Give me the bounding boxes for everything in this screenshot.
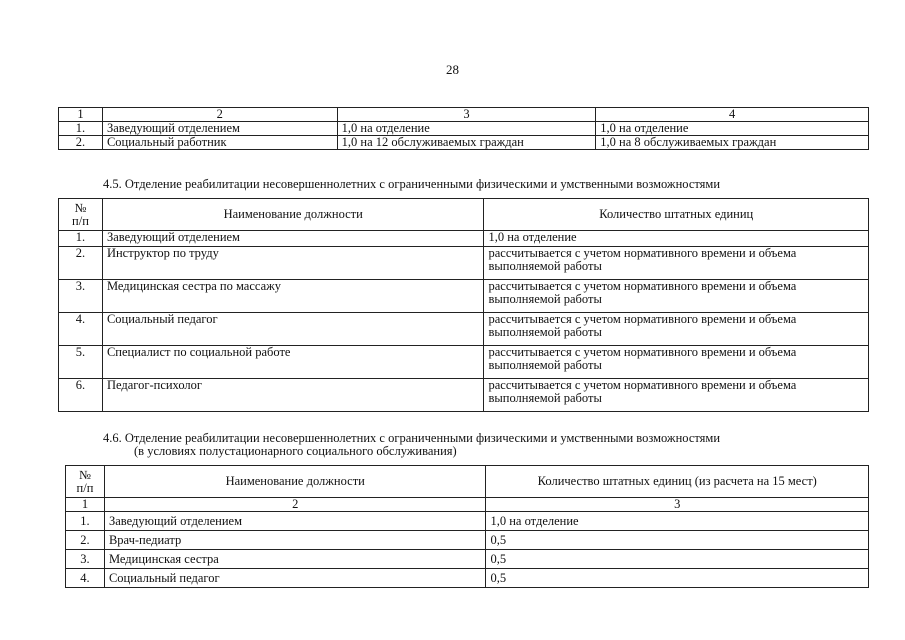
position-name: Социальный педагог [104, 569, 486, 588]
table-header-row [59, 108, 869, 122]
header-cell [66, 466, 105, 498]
row-number: 2. [59, 136, 103, 150]
section-4-5-table [58, 198, 869, 412]
table-row [59, 122, 869, 136]
section-4-5-caption: 4.5. Отделение реабилитации несовершеннолетних с ограниченными физическими и умственными возможностями [103, 177, 721, 191]
position-name: Врач-педиатр [104, 531, 486, 550]
position-name: Педагог-психолог [102, 379, 484, 412]
staff-count: рассчитывается с учетом нормативного времени и объема выполняемой работы [484, 379, 869, 412]
staff-count: 0,5 [486, 569, 869, 588]
table-row [59, 136, 869, 150]
row-number: 1. [59, 231, 103, 247]
staff-count: рассчитывается с учетом нормативного времени и объема выполняемой работы [484, 313, 869, 346]
header-cell: Количество штатных единиц (из расчета на 15 мест) [486, 466, 869, 498]
position-name: Заведующий отделением [102, 122, 337, 136]
staff-count: 1,0 на отделение [596, 122, 869, 136]
table-row [66, 550, 869, 569]
staff-count: 0,5 [486, 531, 869, 550]
position-name: Социальный работник [102, 136, 337, 150]
section-4-6-table [65, 465, 869, 588]
row-number: 2. [66, 531, 105, 550]
position-name: Социальный педагог [102, 313, 484, 346]
staff-count: 1,0 на отделение [484, 231, 869, 247]
section-4-6-caption [103, 432, 720, 458]
position-name: Инструктор по труду [102, 247, 484, 280]
table-row [59, 280, 869, 313]
column-number: 3 [486, 498, 869, 512]
header-cell: 4 [596, 108, 869, 122]
table-row [66, 569, 869, 588]
table-row [59, 231, 869, 247]
position-name: Специалист по социальной работе [102, 346, 484, 379]
header-number-label: № п/п [76, 467, 94, 495]
position-name: Заведующий отделением [102, 231, 484, 247]
row-number: 1. [59, 122, 103, 136]
page-number: 28 [446, 62, 459, 77]
table-header-row [59, 199, 869, 231]
staffing-table-continued [58, 107, 869, 150]
header-cell [59, 199, 103, 231]
position-name: Медицинская сестра [104, 550, 486, 569]
staff-count: 1,0 на отделение [337, 122, 596, 136]
header-cell: Количество штатных единиц [484, 199, 869, 231]
staff-count: рассчитывается с учетом нормативного времени и объема выполняемой работы [484, 247, 869, 280]
table-row [66, 531, 869, 550]
column-numbering-row [66, 498, 869, 512]
table-row [66, 512, 869, 531]
staff-count: 0,5 [486, 550, 869, 569]
staff-count: 1,0 на 12 обслуживаемых граждан [337, 136, 596, 150]
header-cell: 1 [59, 108, 103, 122]
row-number: 1. [66, 512, 105, 531]
header-cell: Наименование должности [102, 199, 484, 231]
caption-line: (в условиях полустационарного социального обслуживания) [134, 444, 457, 458]
row-number: 3. [59, 280, 103, 313]
column-number: 1 [66, 498, 105, 512]
header-cell: 2 [102, 108, 337, 122]
caption-line: 4.6. Отделение реабилитации несовершеннолетних с ограниченными физическими и умственными возможностями [103, 431, 721, 445]
row-number: 5. [59, 346, 103, 379]
table-header-row [66, 466, 869, 498]
staff-count: 1,0 на 8 обслуживаемых граждан [596, 136, 869, 150]
table-row [59, 379, 869, 412]
header-cell: Наименование должности [104, 466, 486, 498]
column-number: 2 [104, 498, 486, 512]
staff-count: рассчитывается с учетом нормативного времени и объема выполняемой работы [484, 346, 869, 379]
table-row [59, 247, 869, 280]
table-row [59, 346, 869, 379]
position-name: Заведующий отделением [104, 512, 486, 531]
header-cell: 3 [337, 108, 596, 122]
row-number: 2. [59, 247, 103, 280]
row-number: 3. [66, 550, 105, 569]
row-number: 4. [66, 569, 105, 588]
staff-count: рассчитывается с учетом нормативного времени и объема выполняемой работы [484, 280, 869, 313]
header-number-label: № п/п [72, 200, 89, 228]
staff-count: 1,0 на отделение [486, 512, 869, 531]
position-name: Медицинская сестра по массажу [102, 280, 484, 313]
row-number: 6. [59, 379, 103, 412]
row-number: 4. [59, 313, 103, 346]
table-row [59, 313, 869, 346]
